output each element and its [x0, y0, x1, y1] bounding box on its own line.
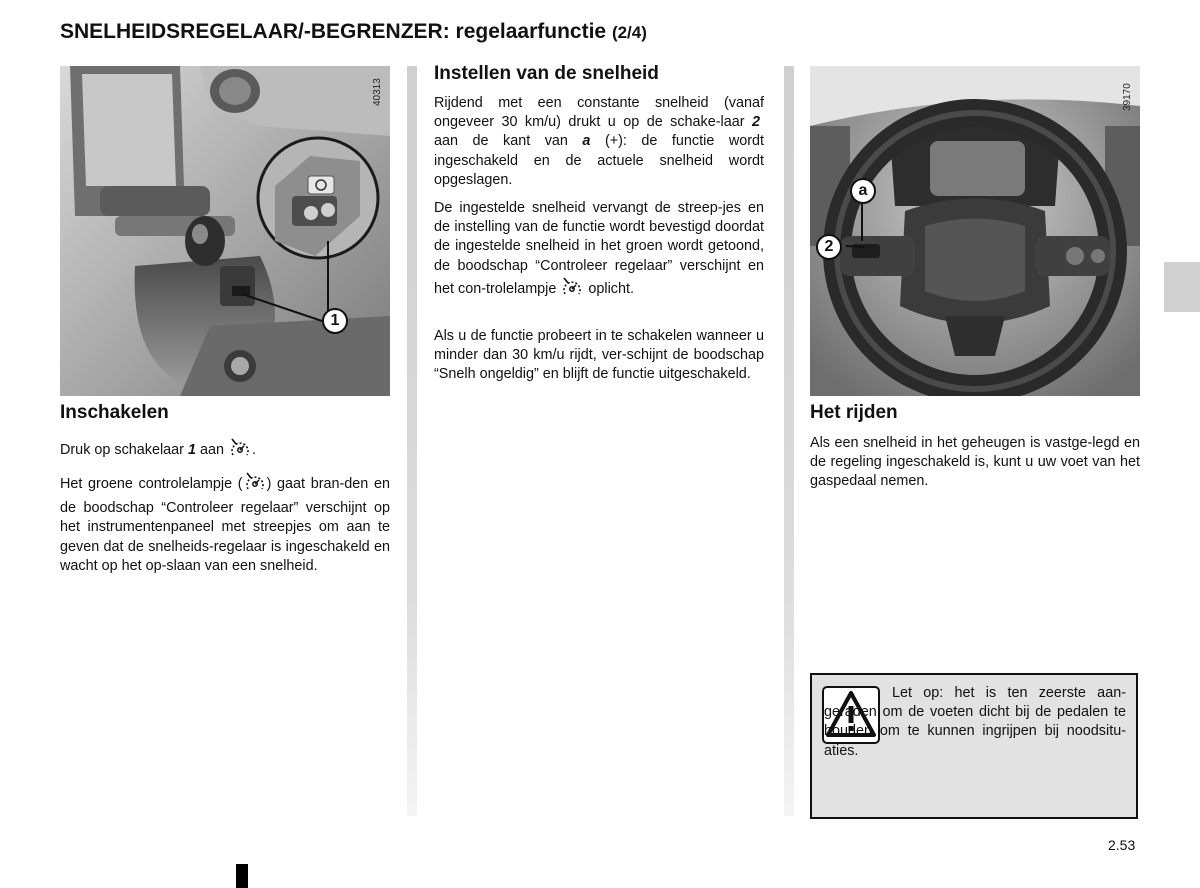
text: De ingestelde snelheid vervangt de streep-jes en de instelling van de functie wordt bevestigd doordat de ingestelde snelheid in het groen wordt getoond, de boodschap “Controleer regelaar” verschijnt en het con-trolelampje	[434, 200, 764, 297]
switch-ref: 2	[751, 114, 760, 131]
text: aan	[200, 442, 225, 458]
figure-steering-wheel	[810, 66, 1140, 396]
heading-het-rijden: Het rijden	[810, 402, 898, 423]
print-mark	[236, 864, 248, 888]
text: ) gaat bran-den en de boodschap “Controleer regelaar” verschijnt op het instrumentenpaneel met streepjes om aan te geven dat de snelheids-regelaar is ingeschakeld en wacht op het op-slaan van een snelheid.	[60, 476, 390, 574]
page-part-indicator: (2/4)	[611, 23, 647, 42]
figure-ref-number: 39170	[1122, 83, 1133, 111]
side-ref: a	[582, 133, 591, 150]
cruise-control-icon	[228, 437, 252, 465]
text: oplicht.	[588, 280, 634, 297]
cruise-control-icon	[560, 276, 584, 304]
figure-center-console	[60, 66, 390, 396]
col3-paragraph-1: Als een snelheid in het geheugen is vastge-legd en de regeling ingeschakeld is, kunt u uw voet van het gaspedaal nemen.	[810, 435, 1140, 490]
callout-1: 1	[322, 308, 348, 334]
text: Druk op schakelaar	[60, 442, 184, 458]
page-title	[60, 20, 647, 44]
figure-ref-number: 40313	[372, 78, 383, 106]
warning-text: Let op: het is ten zeerste aan-geraden om de voeten dicht bij de pedalen te houden om te kunnen ingrijpen bij noodsitu-aties.	[824, 685, 1126, 759]
text: aan de kant van	[434, 133, 568, 150]
callout-a: a	[850, 178, 876, 204]
column-divider-2	[784, 66, 794, 816]
col1-paragraph-1	[60, 437, 390, 465]
cruise-control-icon	[243, 471, 267, 499]
col2-paragraph-2	[434, 199, 764, 304]
page-number: 2.53	[1108, 837, 1136, 853]
heading-inschakelen: Inschakelen	[60, 402, 169, 423]
callout-2: 2	[816, 234, 842, 260]
col2-paragraph-3: Als u de functie probeert in te schakelen wanneer u minder dan 30 km/u rijdt, ver-schijnt de boodschap “Snelh ongeldig” en blijft de functie uitgeschakeld.	[434, 328, 764, 383]
text: (+): de functie wordt ingeschakeld en de actuele snelheid wordt opgeslagen.	[434, 133, 765, 188]
text: Het groene controlelampje (	[60, 476, 243, 492]
heading-instellen: Instellen van de snelheid	[434, 63, 659, 84]
chapter-tab	[1164, 262, 1200, 312]
column-divider-1	[407, 66, 417, 816]
text: .	[252, 442, 257, 458]
text: Rijdend met een constante snelheid (vanaf ongeveer 30 km/u) drukt u op de schake-laar	[434, 95, 764, 131]
col2-paragraph-1	[434, 94, 764, 190]
switch-ref: 1	[187, 442, 196, 458]
col1-paragraph-2	[60, 471, 390, 576]
page-title-text: SNELHEIDSREGELAAR/-BEGRENZER: regelaarfunctie	[60, 20, 607, 43]
